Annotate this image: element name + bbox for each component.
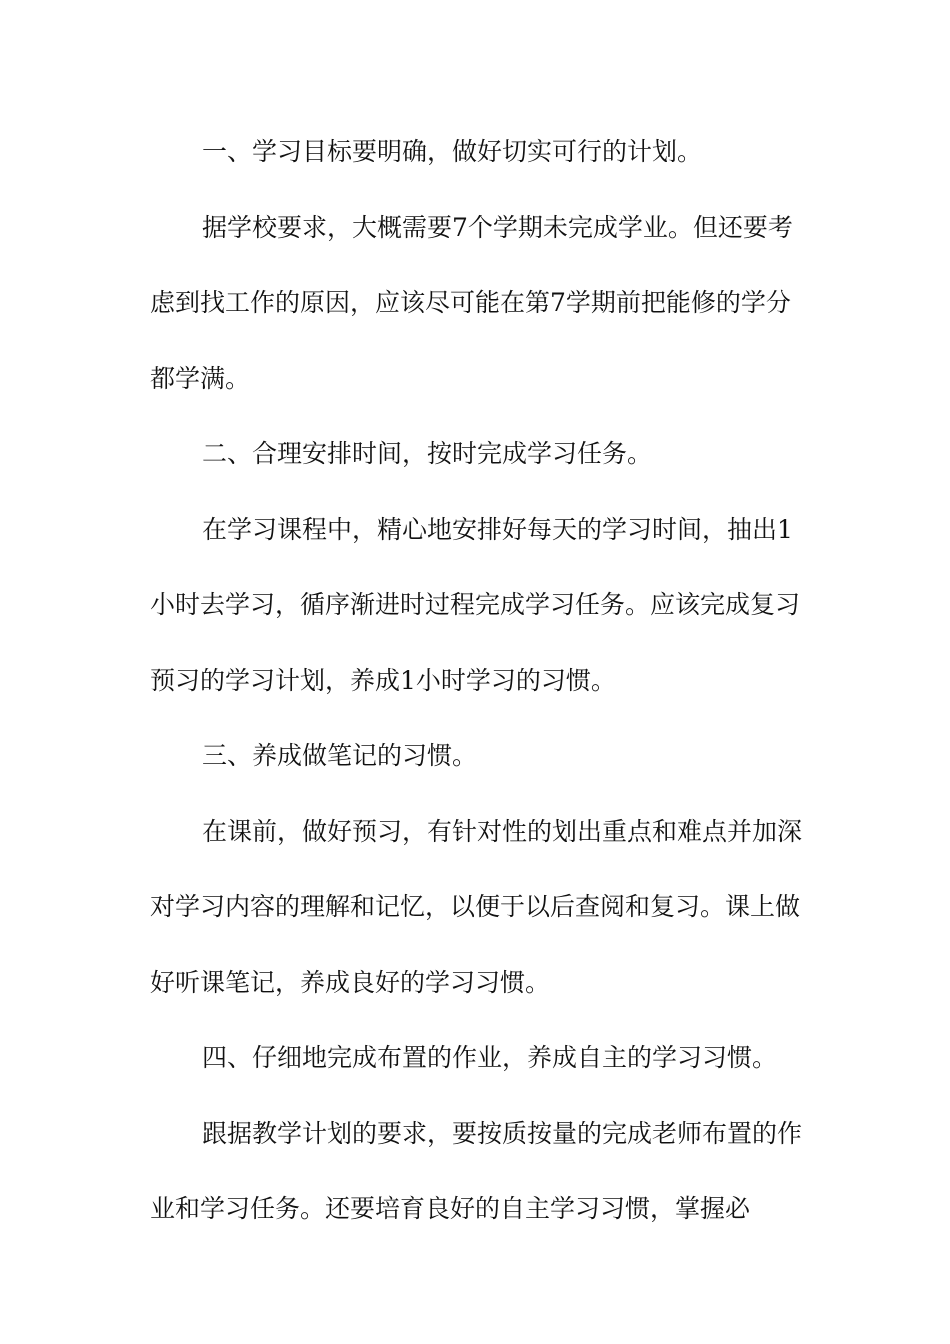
section-paragraph-4: 跟据教学计划的要求，要按质按量的完成老师布置的作业和学习任务。还要培育良好的自主学习习惯，掌握必 [150, 1118, 803, 1223]
section-heading-2: 二、合理安排时间，按时完成学习任务。 [202, 439, 653, 468]
section-heading-3: 三、养成做笔记的习惯。 [202, 741, 478, 770]
document-body [150, 114, 810, 1247]
section-heading-4: 四、仔细地完成布置的作业，养成自主的学习习惯。 [202, 1043, 778, 1072]
section-paragraph-2: 在学习课程中，精心地安排好每天的学习时间，抽出1小时去学习，循序渐进时过程完成学习任务。应该完成复习预习的学习计划，养成1小时学习的习惯。 [150, 514, 801, 695]
section-paragraph-3: 在课前，做好预习，有针对性的划出重点和难点并加深对学习内容的理解和记忆，以便于以后查阅和复习。课上做好听课笔记，养成良好的学习习惯。 [150, 816, 803, 997]
section-paragraph-1: 据学校要求，大概需要7个学期未完成学业。但还要考虑到找工作的原因，应该尽可能在第7学期前把能修的学分都学满。 [150, 212, 793, 393]
section-heading-1: 一、学习目标要明确，做好切实可行的计划。 [202, 137, 703, 166]
